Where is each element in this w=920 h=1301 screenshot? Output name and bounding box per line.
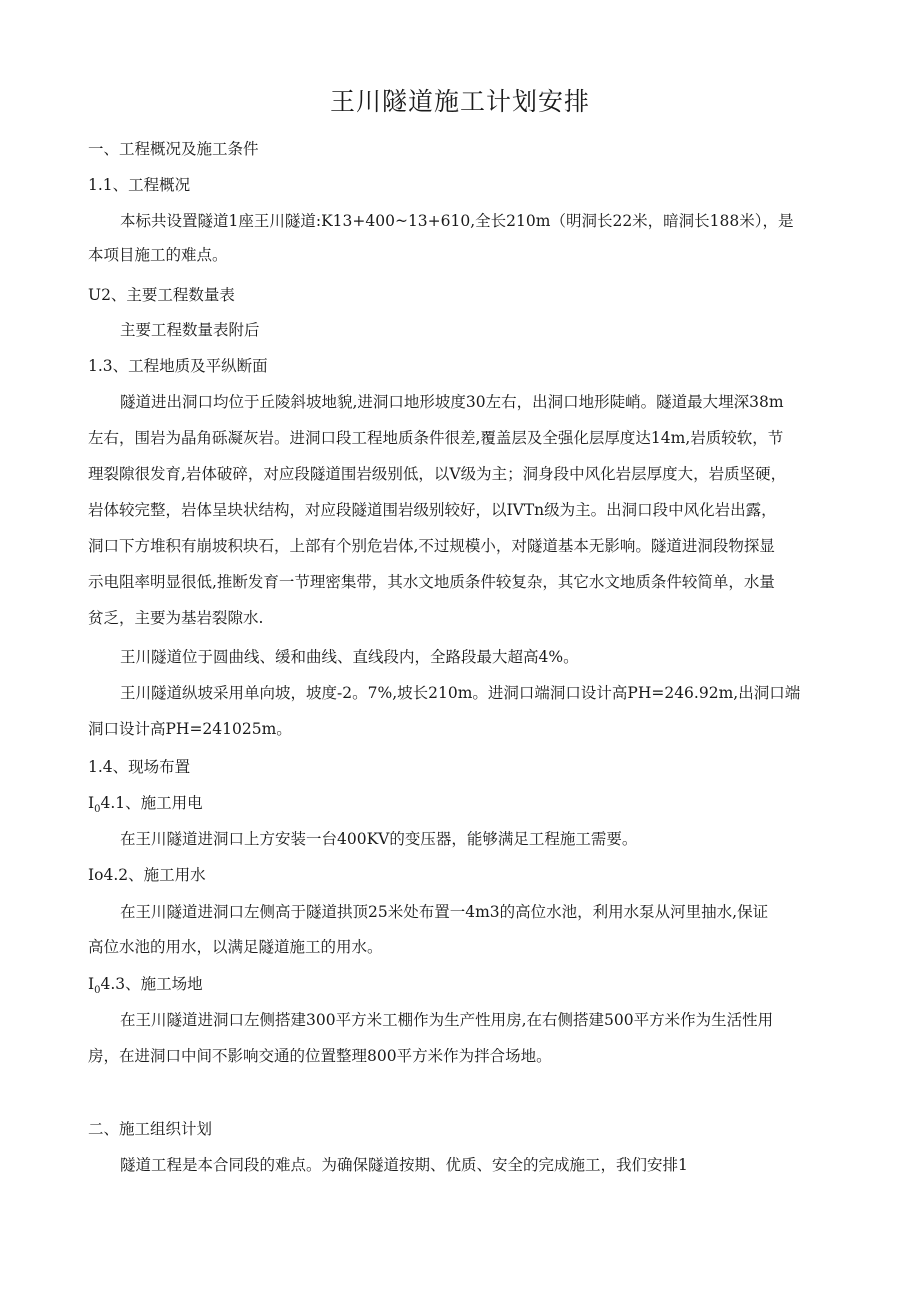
paragraph-line: 隧道工程是本合同段的难点。为确保隧道按期、优质、安全的完成施工，我们安排1 [120, 1156, 688, 1174]
paragraph-line: 主要工程数量表附后 [120, 321, 260, 339]
paragraph-line: 本标共设置隧道1座王川隧道:K13+400~13+610,全长210m（明洞长22米，暗洞长188米），是 [120, 212, 794, 230]
paragraph-line: 在王川隧道进洞口左侧搭建300平方米工棚作为生产性用房,在右侧搭建500平方米作为生活性用 [120, 1011, 774, 1029]
paragraph-line: 在王川隧道进洞口上方安装一台400KV的变压器，能够满足工程施工需要。 [120, 830, 638, 848]
paragraph-line: 王川隧道纵坡采用单向坡，坡度-2。7%,坡长210m。进洞口端洞口设计高PH=246.92m,出洞口端 [120, 684, 801, 702]
paragraph-line: 贫乏，主要为基岩裂隙水. [88, 609, 264, 627]
section-heading-1: 一、工程概况及施工条件 [88, 140, 259, 158]
heading-text: 4.1、施工用电 [100, 794, 203, 812]
paragraph-line: 本项目施工的难点。 [88, 246, 228, 264]
paragraph-line: 左右，围岩为晶角砾凝灰岩。进洞口段工程地质条件很差,覆盖层及全强化层厚度达14m,岩质较软，节 [88, 429, 784, 447]
subsection-heading-4-1 [88, 793, 856, 820]
paragraph-line: 理裂隙很发育,岩体破碎，对应段隧道围岩级别低，以V级为主；洞身段中风化岩层厚度大，岩质坚硬， [88, 465, 787, 483]
heading-prefix-subscript: 0 [94, 804, 101, 816]
paragraph-line: 隧道进出洞口均位于丘陵斜坡地貌,进洞口地形坡度30左右，出洞口地形陡峭。隧道最大埋深38m [120, 393, 784, 411]
paragraph-line: 岩体较完整，岩体呈块状结构，对应段隧道围岩级别较好，以IVTn级为主。出洞口段中风化岩出露， [88, 501, 777, 519]
heading-prefix: I [88, 794, 95, 812]
paragraph-line: 洞口下方堆积有崩坡积块石，上部有个别危岩体,不过规模小，对隧道基本无影响。隧道进洞段物探显 [88, 537, 775, 555]
heading-prefix: I [88, 975, 95, 993]
document-title: 王川隧道施工计划安排 [329, 87, 590, 116]
paragraph-line: 王川隧道位于圆曲线、缓和曲线、直线段内，全路段最大超高4%。 [120, 648, 579, 666]
paragraph-line: 高位水池的用水，以满足隧道施工的用水。 [88, 938, 383, 956]
paragraph-line: 在王川隧道进洞口左侧高于隧道拱顶25米处布置一4m3的高位水池，利用水泵从河里抽水,保证 [120, 903, 769, 921]
paragraph-line: 洞口设计高PH=241025m。 [88, 720, 292, 738]
subsection-heading-4-2: Io4.2、施工用水 [88, 866, 206, 884]
subsection-heading-4-3 [88, 974, 856, 1001]
heading-prefix-subscript: 0 [94, 985, 101, 997]
heading-text: 4.3、施工场地 [100, 975, 203, 993]
subsection-heading-1-1: 1.1、工程概况 [88, 176, 191, 194]
subsection-heading-1-4: 1.4、现场布置 [88, 758, 191, 776]
paragraph-line: 示电阻率明显很低,推断发育一节理密集带，其水文地质条件较复杂，其它水文地质条件较简单，水量 [88, 573, 775, 591]
paragraph-line: 房，在进洞口中间不影响交通的位置整理800平方米作为拌合场地。 [88, 1047, 552, 1065]
subsection-heading-1-2: U2、主要工程数量表 [88, 286, 235, 304]
section-heading-2: 二、施工组织计划 [88, 1120, 213, 1138]
subsection-heading-1-3: 1.3、工程地质及平纵断面 [88, 357, 268, 375]
